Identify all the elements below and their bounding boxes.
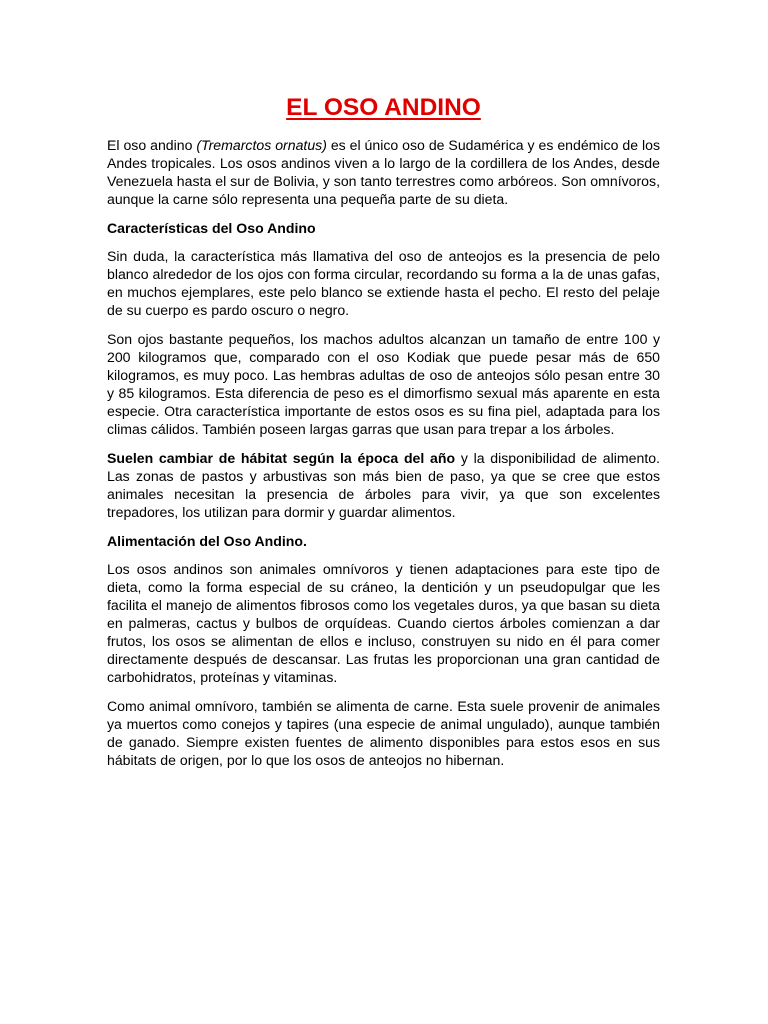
habitat-paragraph <box>107 449 660 521</box>
habitat-bold-lead: Suelen cambiar de hábitat según la época del año <box>107 450 456 466</box>
section-heading-diet: Alimentación del Oso Andino. <box>107 533 307 549</box>
diet-paragraph-2: Como animal omnívoro, también se alimenta de carne. Esta suele provenir de animales ya muertos como conejos y tapires (una especie de animal ungulado), aunque también de ganado. Siempre existen fuentes de alimento disponibles para estos esos en sus hábitats de origen, por lo que los osos de anteojos no hibernan. <box>107 698 660 768</box>
document-title: EL OSO ANDINO <box>286 94 481 121</box>
habitat-text: y la disponibilidad de alimento. Las zonas de pastos y arbustivas son más bien de paso, ya que se cree que estos animales necesitan la presencia de árboles para vivir, ya que son excelentes trepadores, los utilizan para dormir y guardar alimentos. <box>107 450 660 520</box>
intro-text-end: es el único oso de Sudamérica y es endémico de los Andes tropicales. Los osos andinos viven a lo largo de la cordillera de los Andes, desde Venezuela hasta el sur de Bolivia, y son tanto terrestres como arbóreos. Son omnívoros, aunque la carne sólo representa una pequeña parte de su dieta. <box>107 137 660 207</box>
intro-paragraph <box>107 136 660 208</box>
characteristics-paragraph-2: Son ojos bastante pequeños, los machos adultos alcanzan un tamaño de entre 100 y 200 kilogramos que, comparado con el oso Kodiak que puede pesar más de 650 kilogramos, es muy poco. Las hembras adultas de oso de anteojos sólo pesan entre 30 y 85 kilogramos. Esta diferencia de peso es el dimorfismo sexual más aparente en esta especie. Otra característica importante de estos osos es su fina piel, adaptada para los climas cálidos. También poseen largas garras que usan para trepar a los árboles. <box>107 331 660 437</box>
characteristics-paragraph-1: Sin duda, la característica más llamativa del oso de anteojos es la presencia de pelo blanco alrededor de los ojos con forma circular, recordando su forma a la de unas gafas, en muchos ejemplares, este pelo blanco se extiende hasta el pecho. El resto del pelaje de su cuerpo es pardo oscuro o negro. <box>107 248 660 318</box>
diet-paragraph-1: Los osos andinos son animales omnívoros y tienen adaptaciones para este tipo de dieta, como la forma especial de su cráneo, la dentición y un pseudopulgar que les facilita el manejo de alimentos fibrosos como los vegetales duros, ya que basan su dieta en palmeras, cactus y bulbos de orquídeas. Cuando ciertos árboles comienzan a dar frutos, los osos se alimentan de ellos e incluso, construyen su nido en él para comer directamente después de descansar. Las frutas les proporcionan una gran cantidad de carbohidratos, proteínas y vitaminas. <box>107 561 660 685</box>
scientific-name: (Tremarctos ornatus) <box>196 137 327 153</box>
document-page <box>107 94 660 780</box>
section-heading-characteristics: Características del Oso Andino <box>107 220 316 236</box>
intro-text-start: El oso andino <box>107 137 197 153</box>
